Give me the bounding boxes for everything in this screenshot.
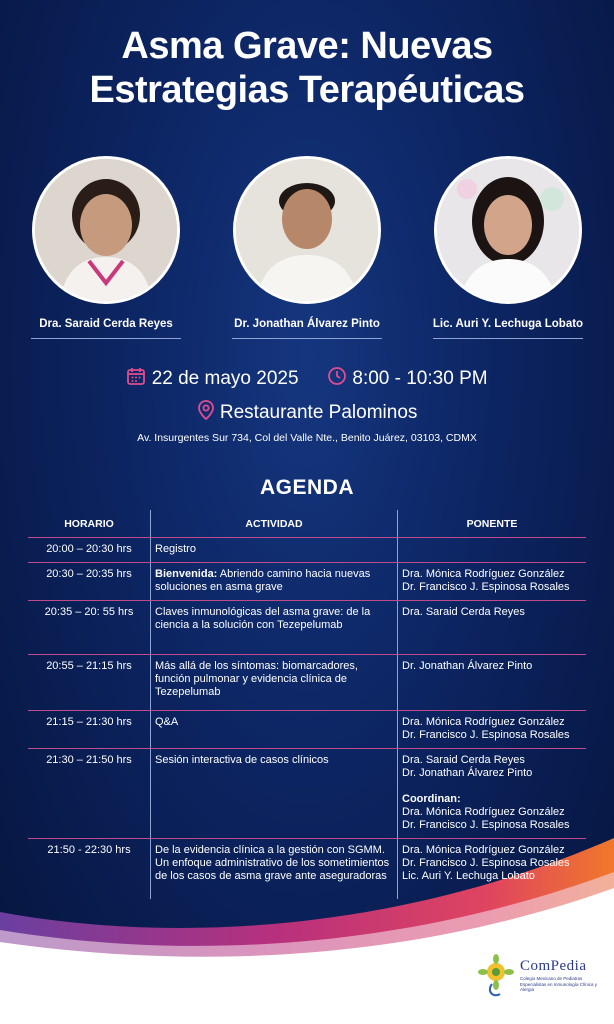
event-date: 22 de mayo 2025 xyxy=(151,368,299,389)
agenda-speakers xyxy=(398,711,587,749)
agenda-speakers xyxy=(398,749,587,839)
agenda-activity xyxy=(151,655,398,711)
speaker-1-name: Dra. Saraid Cerda Reyes xyxy=(39,318,173,330)
agenda-header-row xyxy=(28,510,586,538)
speaker-2 xyxy=(217,156,397,339)
agenda-speakers xyxy=(398,601,587,655)
agenda-activity xyxy=(151,749,398,839)
agenda-activity-text: Claves inmunológicas del asma grave: de la ciencia a la solución con Tezepelumab xyxy=(155,606,371,631)
date-time-row xyxy=(0,366,614,392)
agenda-time: 20:00 – 20:30 hrs xyxy=(28,538,151,563)
agenda-table xyxy=(28,510,586,899)
agenda-row xyxy=(28,538,586,563)
speaker-2-photo xyxy=(233,156,381,304)
agenda-speaker-list: Dra. Saraid Cerda Reyes xyxy=(402,606,525,618)
agenda-activity xyxy=(151,538,398,563)
agenda-activity xyxy=(151,563,398,601)
title-line-2: Estrategias Terapéuticas xyxy=(89,69,525,111)
agenda-coordinators-label: Coordinan: xyxy=(402,793,461,805)
agenda-row xyxy=(28,601,586,655)
logo-name: ComPedia xyxy=(520,958,587,974)
agenda-speaker-list: Dr. Jonathan Álvarez Pinto xyxy=(402,660,533,672)
agenda-activity-text: Sesión interactiva de casos clínicos xyxy=(155,754,329,766)
speaker-3-name: Lic. Auri Y. Lechuga Lobato xyxy=(432,318,584,330)
agenda-activity-text: De la evidencia clínica a la gestión con SGMM. Un enfoque administrativo de los sometimientos de los casos de asma grave ante aseguradoras xyxy=(155,844,390,882)
header-actividad: ACTIVIDAD xyxy=(151,510,398,538)
location-pin-icon xyxy=(197,400,215,426)
event-venue: Restaurante Palominos xyxy=(219,402,418,423)
agenda-time: 21:50 - 22:30 hrs xyxy=(47,844,131,856)
speaker-3-photo xyxy=(434,156,582,304)
agenda-activity-text: Q&A xyxy=(155,716,179,728)
agenda-speakers xyxy=(398,839,587,899)
header-horario: HORARIO xyxy=(28,510,151,538)
speaker-1 xyxy=(16,156,196,339)
page-title xyxy=(0,24,614,112)
agenda-speakers xyxy=(398,563,587,601)
agenda-activity xyxy=(151,601,398,655)
agenda-speaker-list: Dra. Mónica Rodríguez González Dr. Francisco J. Espinosa Rosales xyxy=(402,716,570,741)
event-time: 8:00 - 10:30 PM xyxy=(352,368,488,389)
agenda-speakers xyxy=(398,655,587,711)
clock-icon xyxy=(327,366,347,392)
agenda-activity-text: Abriendo camino hacia nuevas soluciones en asma grave xyxy=(155,568,371,593)
agenda-activity-text: Más allá de los síntomas: biomarcadores, función pulmonar y evidencia clínica de Tezepelumab xyxy=(155,660,358,698)
agenda-speaker-list: Dra. Mónica Rodríguez González Dr. Francisco J. Espinosa Rosales Lic. Auri Y. Lechuga Lobato xyxy=(402,844,570,882)
calendar-icon xyxy=(126,366,146,392)
event-address: Av. Insurgentes Sur 734, Col del Valle Nte., Benito Juárez, 03103, CDMX xyxy=(137,432,477,444)
agenda-time: 21:30 – 21:50 hrs xyxy=(28,749,151,839)
agenda-activity-label: Bienvenida: xyxy=(155,568,218,580)
venue-row xyxy=(0,400,614,426)
agenda-row xyxy=(28,563,586,601)
agenda-activity xyxy=(151,839,398,899)
speaker-2-name: Dr. Jonathan Álvarez Pinto xyxy=(234,318,380,330)
speaker-3-divider xyxy=(433,338,583,339)
agenda-time: 20:30 – 20:35 hrs xyxy=(28,563,151,601)
agenda-row xyxy=(28,711,586,749)
title-line-1: Asma Grave: Nuevas xyxy=(121,25,493,67)
agenda-row xyxy=(28,749,586,839)
agenda-time: 21:15 – 21:30 hrs xyxy=(28,711,151,749)
agenda-activity-text: Registro xyxy=(155,543,196,555)
speaker-1-photo xyxy=(32,156,180,304)
agenda-speakers xyxy=(398,538,587,563)
agenda-speaker-list: Dra. Saraid Cerda Reyes Dr. Jonathan Álvarez Pinto xyxy=(402,754,533,779)
agenda-coordinators-list: Dra. Mónica Rodríguez González Dr. Francisco J. Espinosa Rosales xyxy=(402,806,570,831)
agenda-row xyxy=(28,655,586,711)
agenda-speaker-list: Dra. Mónica Rodríguez González Dr. Francisco J. Espinosa Rosales xyxy=(402,568,570,593)
agenda-title: AGENDA xyxy=(259,476,354,499)
agenda-row xyxy=(28,839,586,899)
speaker-2-divider xyxy=(232,338,382,339)
agenda-time: 20:55 – 21:15 hrs xyxy=(28,655,151,711)
header-ponente: PONENTE xyxy=(398,510,587,538)
speaker-3 xyxy=(418,156,598,339)
logo-subtitle: Colegio Mexicano de Pediatras Especialistas en Inmunología Clínica y Alergia xyxy=(520,976,598,992)
agenda-activity xyxy=(151,711,398,749)
agenda-time: 20:35 – 20: 55 hrs xyxy=(28,601,151,655)
speaker-1-divider xyxy=(31,338,181,339)
